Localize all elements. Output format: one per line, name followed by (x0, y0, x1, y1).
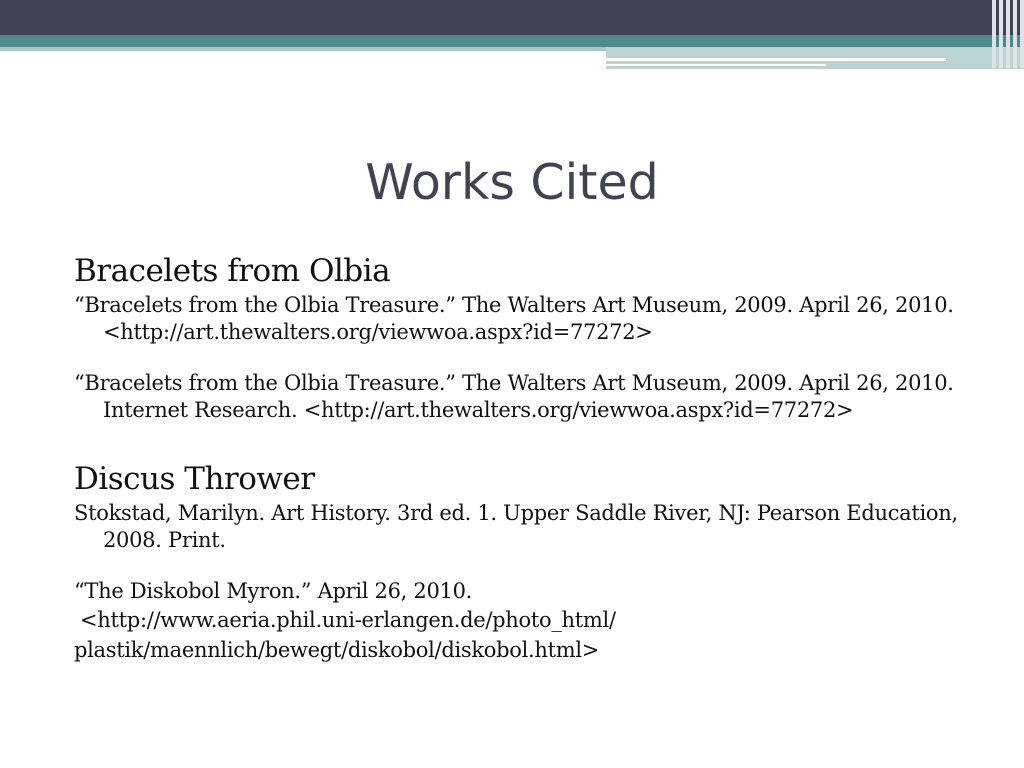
stripe (999, 0, 1003, 68)
header-accent-line (606, 58, 946, 61)
citation-url-line: plastik/maennlich/bewegt/diskobol/diskobol.html> (74, 638, 600, 662)
section-heading-discus: Discus Thrower (74, 461, 315, 497)
citation-entry: Stokstad, Marilyn. Art History. 3rd ed. 1. Upper Saddle River, NJ: Pearson Education, 2008. Print. (74, 501, 958, 552)
stripe (1006, 0, 1010, 68)
slide-body (74, 250, 984, 665)
stripe (1013, 0, 1017, 68)
slide-title: Works Cited (365, 154, 659, 211)
header-band-dark (0, 0, 1024, 35)
header-band-teal (0, 35, 1024, 47)
section-heading-bracelets: Bracelets from Olbia (74, 253, 391, 289)
citation-entry: “Bracelets from the Olbia Treasure.” The Walters Art Museum, 2009. April 26, 2010. Internet Research. <http://art.thewalters.org/viewwoa.aspx?id=77272> (74, 371, 954, 422)
citation-entry: “The Diskobol Myron.” April 26, 2010. (74, 579, 473, 603)
citation-url-line: <http://www.aeria.phil.uni-erlangen.de/photo_html/ (80, 608, 616, 632)
stripe (992, 0, 996, 68)
header-accent-line (606, 64, 826, 66)
header-stripes (988, 0, 1024, 68)
citation-entry: “Bracelets from the Olbia Treasure.” The Walters Art Museum, 2009. April 26, 2010. <http://art.thewalters.org/viewwoa.aspx?id=77272> (74, 293, 954, 344)
stripe (1020, 0, 1024, 68)
